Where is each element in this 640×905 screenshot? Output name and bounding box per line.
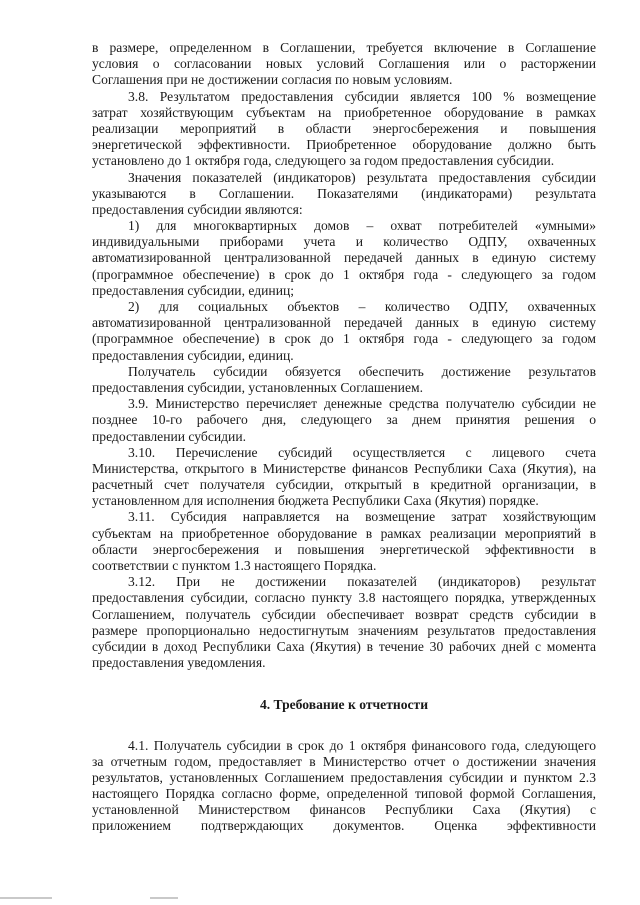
text-line: предоставления субсидии, единиц. [92, 347, 294, 363]
text-line: Министерства, открытого в Министерстве финансов Республики Саха (Якутия), на [92, 460, 596, 476]
text-line: автоматизированной централизованной передачей данных в единую систему [92, 315, 596, 331]
text-line: предоставления уведомления. [92, 655, 266, 671]
document-body [92, 40, 596, 835]
text-line: приложением подтверждающих документов. Оценка эффективности [92, 818, 596, 834]
text-line: Получатель субсидии обязуется обеспечить достижение результатов [128, 363, 596, 379]
text-line: субсидии в доход Республики Саха (Якутия) в течение 30 рабочих дней с момента [92, 638, 596, 654]
text-line: размере пропорционально недостигнутым значениям результатов предоставления [92, 622, 596, 638]
text-line: предоставления субсидии являются: [92, 201, 303, 217]
text-line: предоставления субсидии, единиц; [92, 282, 295, 298]
text-line: Значения показателей (индикаторов) результата предоставления субсидии [128, 169, 596, 185]
text-line: затрат хозяйствующим субъектам на приобретенное оборудование в рамках [92, 104, 596, 120]
text-line: энергетической эффективности. Приобретенное оборудование должно быть [92, 137, 596, 153]
text-line: (программное обеспечение) в срок до 1 октября года - следующего за годом [92, 266, 596, 282]
text-line: 3.9. Министерство перечисляет денежные средства получателю субсидии не [128, 396, 596, 412]
text-line: настоящего Порядка согласно форме, определенной типовой формой Соглашения, [92, 786, 596, 802]
text-line: позднее 10-го рабочего дня, следующего за днем принятия решения о [92, 412, 596, 428]
text-line: Соглашения при не достижении согласия по новым условиям. [92, 72, 453, 88]
text-line: реализации мероприятий в области энергосбережения и повышения [92, 120, 596, 136]
text-line: предоставления субсидии, согласно пункту 3.8 настоящего порядка, утвержденных [92, 590, 596, 606]
text-line: 3.8. Результатом предоставления субсидии является 100 % возмещение [128, 88, 596, 104]
text-line: 1) для многоквартирных домов – охват потребителей «умными» [128, 218, 596, 234]
text-line: автоматизированной централизованной передачей данных в единую систему [92, 250, 596, 266]
text-line: 4.1. Получатель субсидии в срок до 1 октября финансового года, следующего [128, 737, 596, 753]
text-line: в размере, определенном в Соглашении, требуется включение в Соглашение [92, 40, 596, 55]
section-heading: 4. Требование к отчетности [259, 697, 429, 713]
text-line: установлено до 1 октября года, следующего за годом предоставления субсидии. [92, 153, 555, 169]
text-line: указываются в Соглашении. Показателями (индикаторами) результата [92, 185, 596, 201]
text-line: предоставления субсидии, установленных Соглашением. [92, 379, 423, 395]
text-line: субъектам на приобретенное оборудование в рамках реализации мероприятий в [92, 525, 596, 541]
text-line: (программное обеспечение) в срок до 1 октября года - следующего за годом [92, 331, 596, 347]
text-line: за отчетным годом, предоставляет в Министерство отчет о достижении значения [92, 753, 596, 769]
text-line: расчетный счет получателя субсидии, открытый в кредитной организации, в [92, 477, 596, 493]
text-line: области энергосбережения и повышения энергетической эффективности в [92, 541, 596, 557]
text-line: 3.12. При не достижении показателей (индикаторов) результат [128, 574, 596, 590]
text-line: 2) для социальных объектов – количество ОДПУ, охваченных [128, 299, 596, 314]
text-line: предоставлении субсидии. [92, 428, 246, 444]
text-line: 3.10. Перечисление субсидий осуществляется с лицевого счета [128, 444, 596, 460]
scan-artifact [0, 893, 640, 905]
text-line: Соглашением, получатель субсидии обеспечивает возврат средств субсидии в [92, 606, 596, 622]
text-line: установленной Министерством финансов Республики Саха (Якутия) с [92, 802, 596, 818]
text-line: условия о согласовании новых условий Соглашения или о расторжении [92, 56, 596, 72]
text-line: индивидуальными приборами учета и количество ОДПУ, охваченных [92, 234, 596, 250]
text-line: 3.11. Субсидия направляется на возмещение затрат хозяйствующим [128, 509, 596, 525]
text-line: установленном для исполнения бюджета Республики Саха (Якутия) порядке. [92, 493, 539, 509]
text-line: соответствии с пунктом 1.3 настоящего Порядка. [92, 558, 377, 573]
text-line: результатов, установленных Соглашением предоставления субсидии и пунктом 2.3 [92, 769, 596, 785]
